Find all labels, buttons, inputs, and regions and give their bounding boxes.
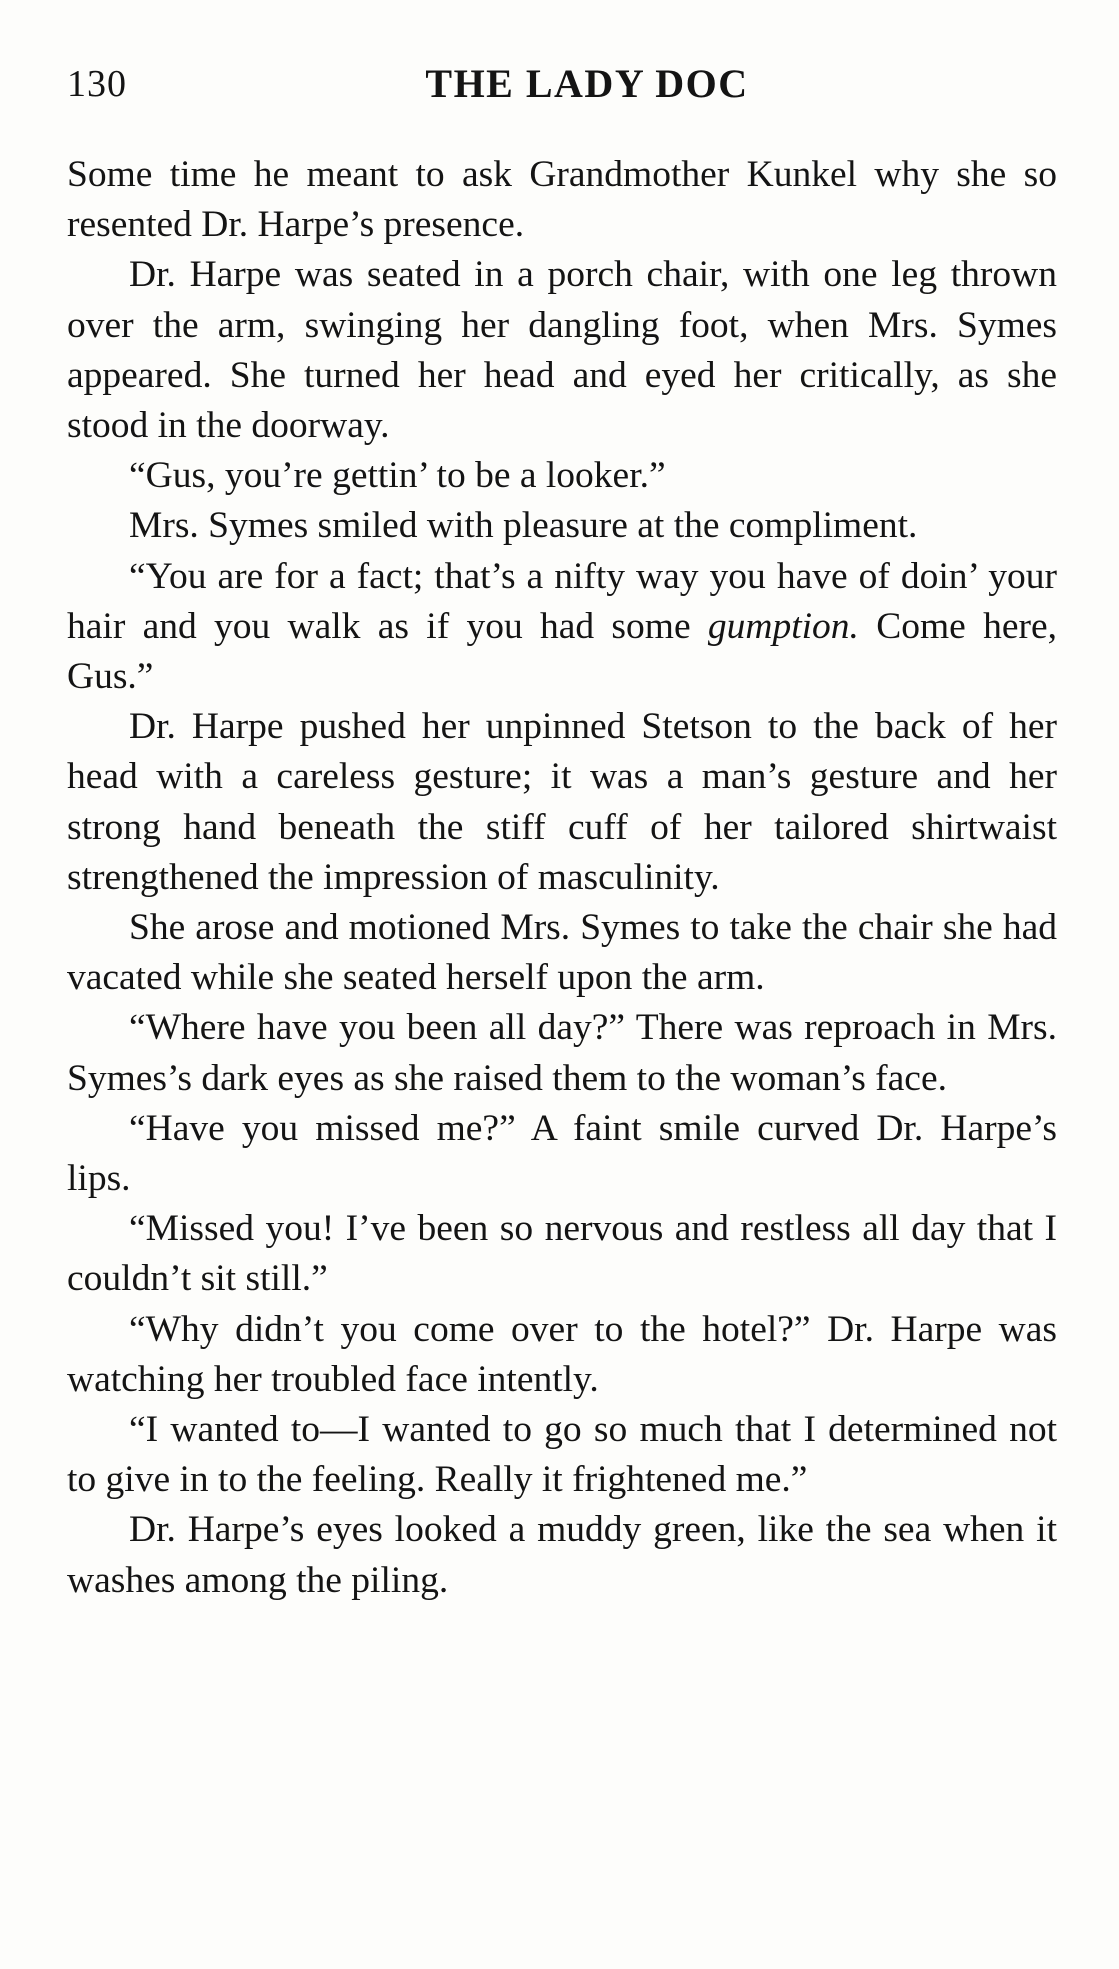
- paragraph: She arose and motioned Mrs. Symes to take the chair she had vacated while she seated herself upon the arm.: [67, 907, 1057, 999]
- running-head: [67, 54, 1057, 114]
- paragraph: “Where have you been all day?” There was reproach in Mrs. Symes’s dark eyes as she raised them to the woman’s face.: [67, 1007, 1057, 1099]
- book-title: THE LADY DOC: [425, 61, 749, 106]
- paragraph: “Have you missed me?” A faint smile curved Dr. Harpe’s lips.: [67, 1107, 1057, 1200]
- paragraph: “Gus, you’re gettin’ to be a looker.”: [129, 455, 666, 497]
- paragraph: Dr. Harpe was seated in a porch chair, with one leg thrown over the arm, swinging her dangling foot, when Mrs. Symes appeared. She turned her head and eyed her critically, as she stood in the doorway.: [67, 254, 1057, 447]
- paragraph: Mrs. Symes smiled with pleasure at the compliment.: [129, 505, 918, 547]
- paragraph: Dr. Harpe pushed her unpinned Stetson to the back of her head with a careless gesture; it was a man’s gesture and her strong hand beneath the stiff cuff of her tailored shirtwaist strengthened the impression of masculinity.: [67, 706, 1057, 898]
- italic-word: gumption.: [707, 605, 859, 647]
- paragraph-text: “You are for a fact; that’s a nifty way you have of doin’ your hair and you walk as if you had some: [67, 555, 1057, 647]
- body-text: [67, 150, 1057, 1606]
- paragraph: Dr. Harpe’s eyes looked a muddy green, like the sea when it washes among the piling.: [67, 1509, 1057, 1601]
- paragraph: “Why didn’t you come over to the hotel?” Dr. Harpe was watching her troubled face intently.: [67, 1308, 1057, 1400]
- paragraph: Some time he meant to ask Grandmother Kunkel why she so resented Dr. Harpe’s presence.: [67, 154, 1057, 246]
- page-number: 130: [67, 63, 127, 105]
- paragraph-text: Come here, Gus.”: [67, 605, 1057, 698]
- paragraph: “I wanted to—I wanted to go so much that I determined not to give in to the feeling. Really it frightened me.”: [67, 1409, 1057, 1501]
- paragraph: [67, 552, 1057, 703]
- paragraph: “Missed you! I’ve been so nervous and restless all day that I couldn’t sit still.”: [67, 1208, 1057, 1300]
